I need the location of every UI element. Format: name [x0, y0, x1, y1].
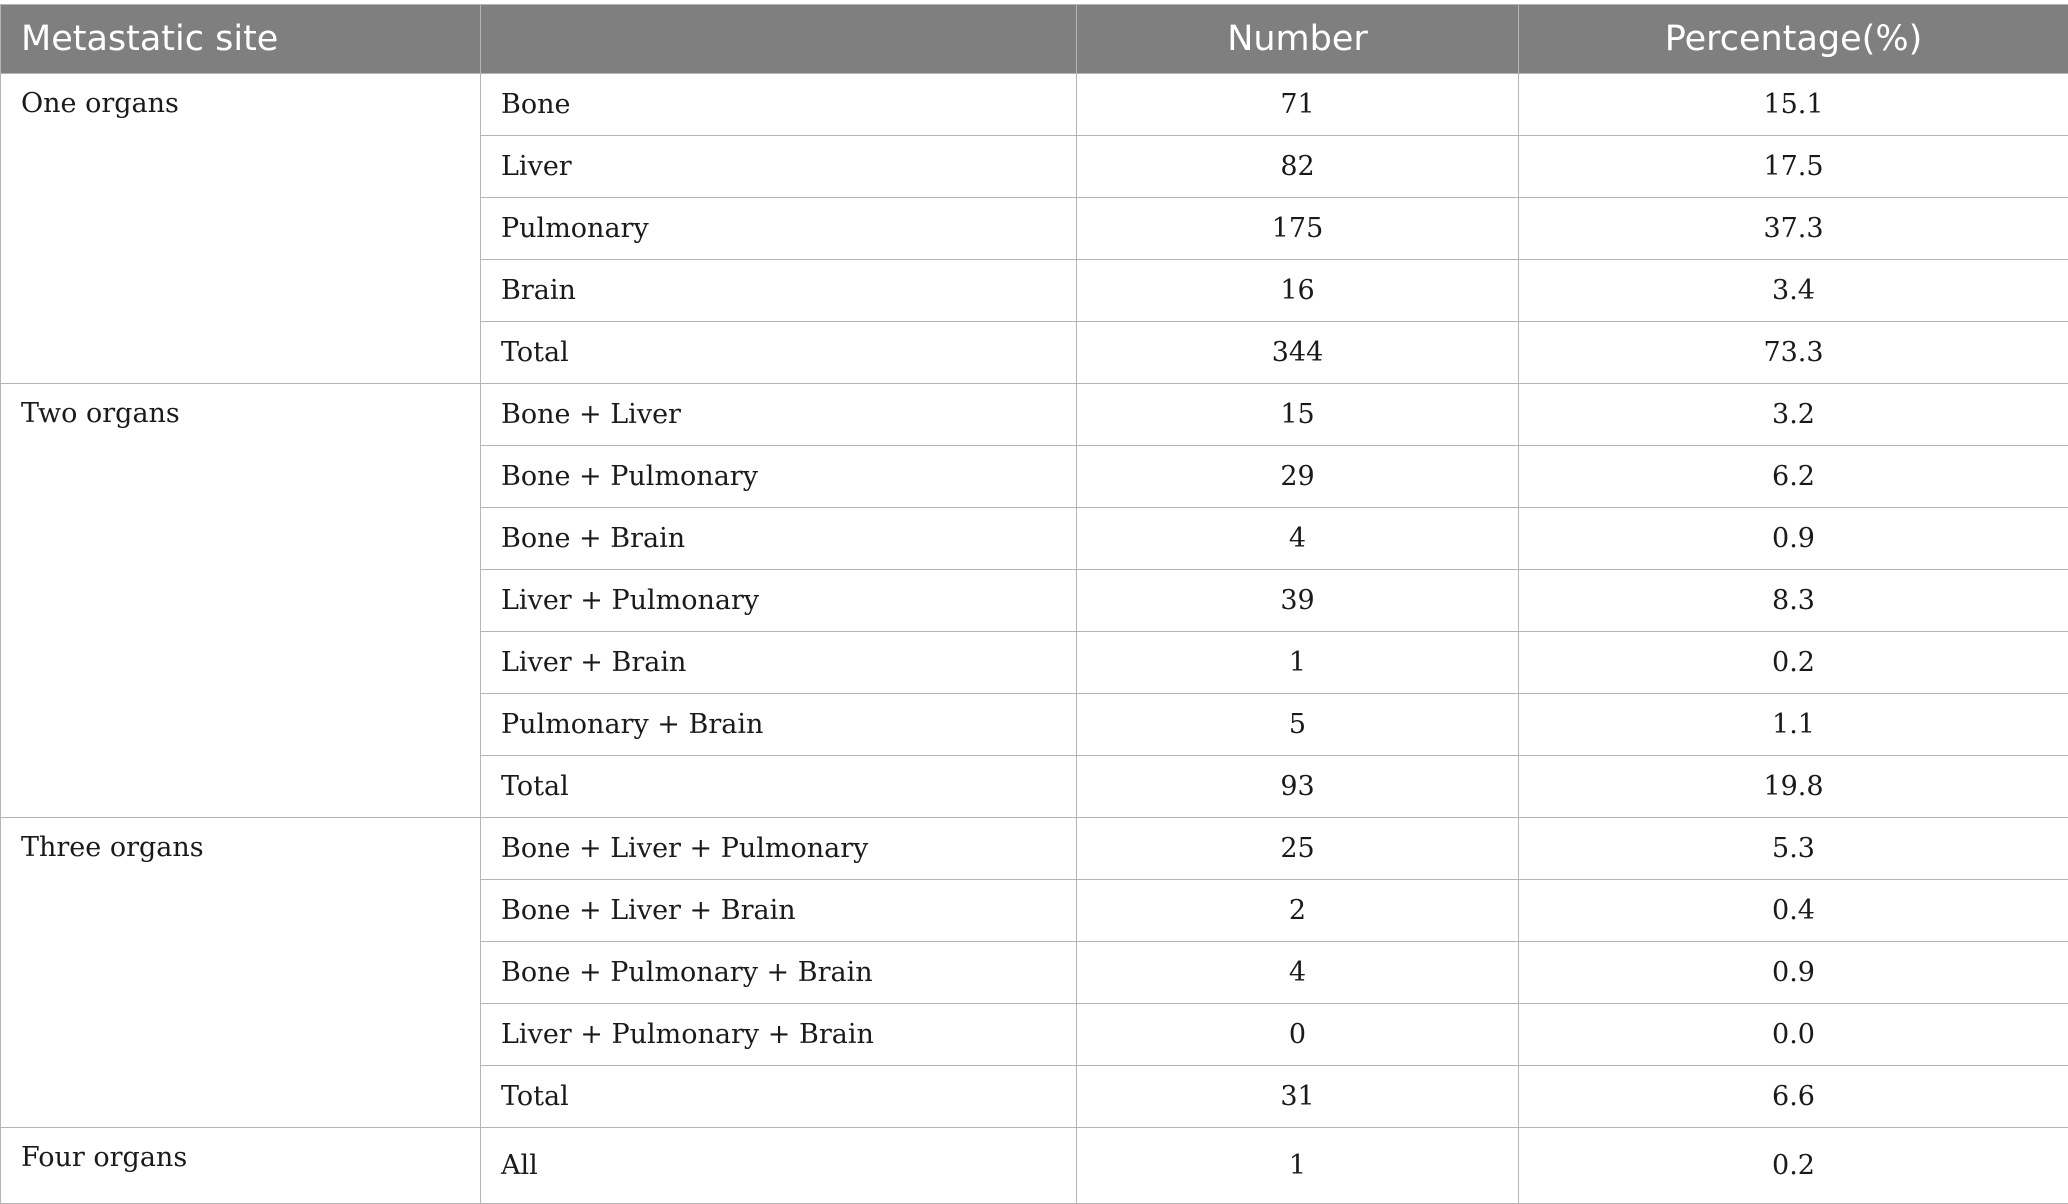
table-row — [1, 384, 2068, 446]
number-cell: 2 — [1077, 880, 1519, 942]
header-metastatic-site: Metastatic site — [1, 5, 481, 74]
table-row — [1, 818, 2068, 880]
number-cell: 29 — [1077, 446, 1519, 508]
number-cell: 39 — [1077, 570, 1519, 632]
group-label: One organs — [1, 74, 481, 384]
number-cell: 1 — [1077, 632, 1519, 694]
number-cell: 82 — [1077, 136, 1519, 198]
site-cell: Pulmonary — [481, 198, 1077, 260]
group-label: Two organs — [1, 384, 481, 818]
percentage-cell: 6.2 — [1519, 446, 2068, 508]
percentage-cell: 17.5 — [1519, 136, 2068, 198]
table-body — [1, 74, 2068, 1204]
number-cell: 16 — [1077, 260, 1519, 322]
percentage-cell: 0.9 — [1519, 508, 2068, 570]
number-cell: 1 — [1077, 1128, 1519, 1204]
site-cell: Bone + Brain — [481, 508, 1077, 570]
site-cell: Liver — [481, 136, 1077, 198]
site-cell: Total — [481, 756, 1077, 818]
number-cell: 344 — [1077, 322, 1519, 384]
site-cell: Bone — [481, 74, 1077, 136]
percentage-cell: 1.1 — [1519, 694, 2068, 756]
group-label: Three organs — [1, 818, 481, 1128]
percentage-cell: 3.4 — [1519, 260, 2068, 322]
site-cell: Liver + Pulmonary — [481, 570, 1077, 632]
group-label: Four organs — [1, 1128, 481, 1204]
site-cell: Bone + Liver + Brain — [481, 880, 1077, 942]
percentage-cell: 0.2 — [1519, 632, 2068, 694]
number-cell: 93 — [1077, 756, 1519, 818]
site-cell: Total — [481, 1066, 1077, 1128]
table-row — [1, 1128, 2068, 1204]
number-cell: 15 — [1077, 384, 1519, 446]
site-cell: Pulmonary + Brain — [481, 694, 1077, 756]
percentage-cell: 0.0 — [1519, 1004, 2068, 1066]
site-cell: Bone + Liver + Pulmonary — [481, 818, 1077, 880]
metastatic-site-table-container — [0, 4, 2068, 1204]
site-cell: Bone + Pulmonary + Brain — [481, 942, 1077, 1004]
percentage-cell: 0.9 — [1519, 942, 2068, 1004]
header-sub-site — [481, 5, 1077, 74]
number-cell: 31 — [1077, 1066, 1519, 1128]
site-cell: All — [481, 1128, 1077, 1204]
percentage-cell: 0.2 — [1519, 1128, 2068, 1204]
percentage-cell: 73.3 — [1519, 322, 2068, 384]
site-cell: Bone + Liver — [481, 384, 1077, 446]
number-cell: 5 — [1077, 694, 1519, 756]
site-cell: Total — [481, 322, 1077, 384]
number-cell: 0 — [1077, 1004, 1519, 1066]
metastatic-site-table — [0, 4, 2068, 1204]
percentage-cell: 6.6 — [1519, 1066, 2068, 1128]
number-cell: 4 — [1077, 942, 1519, 1004]
table-row — [1, 74, 2068, 136]
percentage-cell: 5.3 — [1519, 818, 2068, 880]
header-row — [1, 5, 2068, 74]
percentage-cell: 3.2 — [1519, 384, 2068, 446]
number-cell: 4 — [1077, 508, 1519, 570]
number-cell: 71 — [1077, 74, 1519, 136]
table-header — [1, 5, 2068, 74]
site-cell: Bone + Pulmonary — [481, 446, 1077, 508]
percentage-cell: 37.3 — [1519, 198, 2068, 260]
percentage-cell: 8.3 — [1519, 570, 2068, 632]
percentage-cell: 0.4 — [1519, 880, 2068, 942]
number-cell: 25 — [1077, 818, 1519, 880]
site-cell: Liver + Pulmonary + Brain — [481, 1004, 1077, 1066]
percentage-cell: 19.8 — [1519, 756, 2068, 818]
site-cell: Brain — [481, 260, 1077, 322]
number-cell: 175 — [1077, 198, 1519, 260]
percentage-cell: 15.1 — [1519, 74, 2068, 136]
site-cell: Liver + Brain — [481, 632, 1077, 694]
header-number: Number — [1077, 5, 1519, 74]
header-percentage: Percentage(%) — [1519, 5, 2068, 74]
